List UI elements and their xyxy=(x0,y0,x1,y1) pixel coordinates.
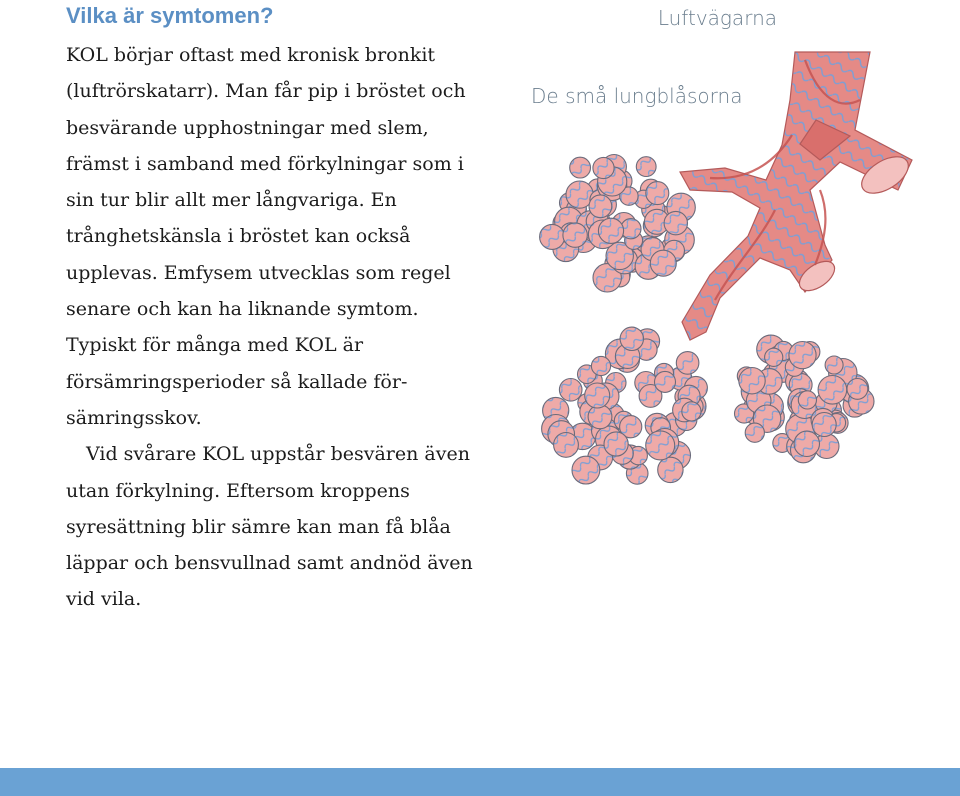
alveolus xyxy=(593,157,614,178)
label-airways: Luftvägarna xyxy=(657,6,777,30)
alveolus xyxy=(739,368,765,394)
alveolus xyxy=(658,457,683,482)
alveolus xyxy=(676,352,699,375)
alveolus xyxy=(818,376,847,405)
alveolus xyxy=(789,342,816,369)
alveolus xyxy=(572,456,600,484)
section-heading: Vilka är symtomen? xyxy=(66,3,274,28)
alveolus xyxy=(591,356,610,375)
alveolus xyxy=(765,348,783,366)
alveolus xyxy=(646,431,675,460)
alveolus xyxy=(812,413,836,437)
alveolus xyxy=(588,405,612,429)
alveolus xyxy=(825,356,843,374)
alveolus xyxy=(794,431,819,456)
alveolus xyxy=(682,402,701,421)
alveolus xyxy=(745,423,764,442)
alveolus xyxy=(598,218,623,243)
alveolus xyxy=(655,371,676,392)
alveolus xyxy=(540,224,565,249)
alveolus xyxy=(798,391,816,409)
alveolus xyxy=(585,383,610,408)
airway-tubes xyxy=(680,52,912,340)
alveolus xyxy=(589,195,612,218)
paragraph-2: Vid svårare KOL uppstår besvären även utan förkylning. Eftersom kroppens syresättning blir sämre kan man få blåa läppar och bensvullnad samt andnöd även vid vila. xyxy=(66,443,473,611)
alveolus xyxy=(570,157,591,178)
alveolus xyxy=(636,157,656,177)
paragraph-1: KOL börjar oftast med kronisk bronkit (luftrörskatarr). Man får pip i bröstet och besvärande upphostningar med slem, främst i samband med förkylningar som i sin tur blir allt mer långvariga. En trånghetskänsla i bröstet kan också upplevas. Emfysem utvecklas som regel senare och kan ha liknande symtom. Typiskt för många med KOL är försämringsperioder så kallade försämringsskov. xyxy=(66,44,466,429)
alveolus xyxy=(847,379,868,400)
alveolus xyxy=(650,250,676,276)
alveolus xyxy=(554,433,579,458)
body-text xyxy=(66,37,486,618)
alveolus xyxy=(620,327,643,350)
alveolus xyxy=(604,432,628,456)
footer-bar xyxy=(0,768,960,796)
lung-illustration xyxy=(520,40,940,510)
alveolus xyxy=(664,211,687,234)
alveolus xyxy=(563,223,587,247)
label-alveoli: De små lungblåsorna xyxy=(531,84,743,108)
alveolus xyxy=(646,182,669,205)
alveolus xyxy=(559,379,582,402)
